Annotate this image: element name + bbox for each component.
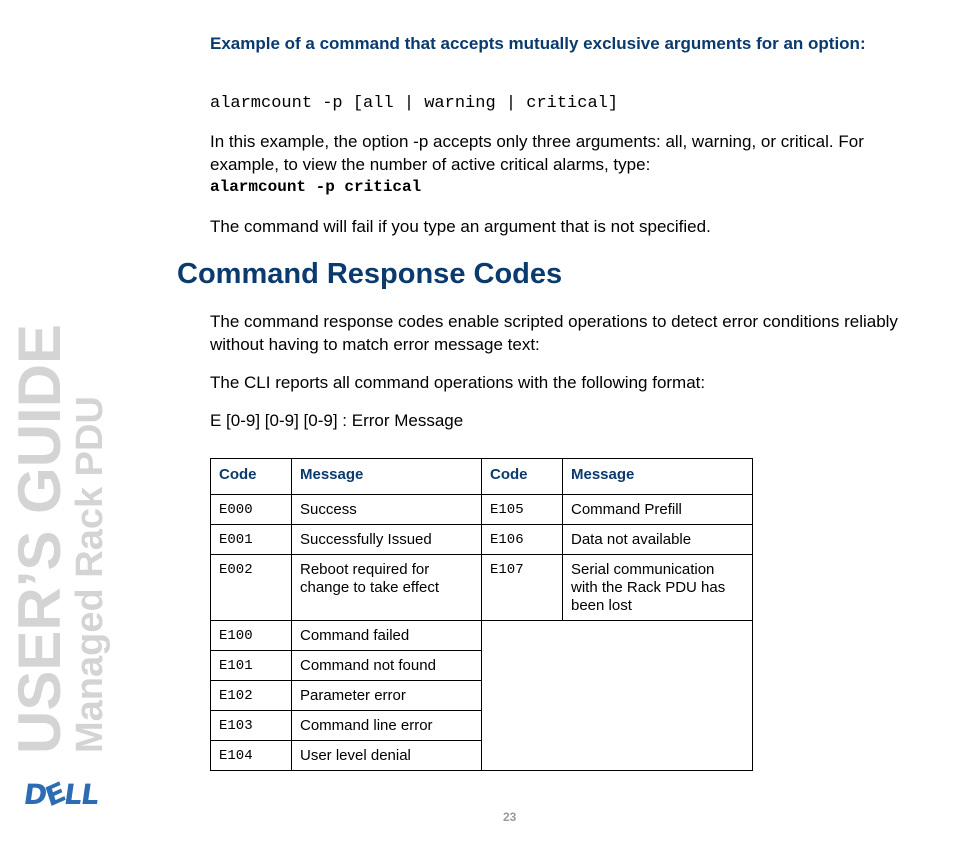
message-cell: Parameter error <box>292 681 482 711</box>
table-row <box>211 495 753 525</box>
header-code-2: Code <box>482 459 563 495</box>
dell-logo <box>21 775 101 814</box>
product-subtitle: Managed Rack PDU <box>69 396 111 753</box>
page-number: 23 <box>503 810 517 824</box>
table-row <box>211 621 753 651</box>
header-message-2: Message <box>563 459 753 495</box>
empty-cell <box>482 621 753 771</box>
explanation-text: In this example, the option -p accepts only three arguments: all, warning, or critical. For example, to view the number of active critical alarms, type: <box>210 132 864 174</box>
message-cell: Serial communication with the Rack PDU has been lost <box>563 555 753 621</box>
table-row <box>211 525 753 555</box>
code-cell: E107 <box>482 555 563 621</box>
table-row <box>211 555 753 621</box>
code-cell: E101 <box>211 651 292 681</box>
code-cell: E100 <box>211 621 292 651</box>
logo-letter-e: E <box>41 775 69 814</box>
users-guide-title: USER’S GUIDE <box>6 323 73 754</box>
code-cell: E103 <box>211 711 292 741</box>
message-cell: Data not available <box>563 525 753 555</box>
command-example: alarmcount -p critical <box>210 178 422 196</box>
code-cell: E102 <box>211 681 292 711</box>
message-cell: Successfully Issued <box>292 525 482 555</box>
code-cell: E000 <box>211 495 292 525</box>
message-cell: Reboot required for change to take effect <box>292 555 482 621</box>
message-cell: User level denial <box>292 741 482 771</box>
table-header-row <box>211 459 753 495</box>
code-cell: E002 <box>211 555 292 621</box>
format-string: E [0-9] [0-9] [0-9] : Error Message <box>210 411 464 430</box>
code-cell: E105 <box>482 495 563 525</box>
header-message-1: Message <box>292 459 482 495</box>
syntax-example: alarmcount -p [all | warning | critical] <box>210 94 619 113</box>
code-cell: E104 <box>211 741 292 771</box>
logo-letters-ll: LL <box>62 778 101 811</box>
message-cell: Command not found <box>292 651 482 681</box>
response-codes-table <box>210 458 753 771</box>
code-cell: E001 <box>211 525 292 555</box>
message-cell: Command failed <box>292 621 482 651</box>
message-cell: Command Prefill <box>563 495 753 525</box>
message-cell: Success <box>292 495 482 525</box>
message-cell: Command line error <box>292 711 482 741</box>
logo-letter-d: D <box>21 778 49 811</box>
codes-intro: The command response codes enable scripted operations to detect error conditions reliably without having to match error message text: <box>210 312 898 354</box>
section-heading: Command Response Codes <box>177 258 563 290</box>
code-cell: E106 <box>482 525 563 555</box>
sidebar-title-block <box>6 323 111 754</box>
failure-note: The command will fail if you type an argument that is not specified. <box>210 217 711 236</box>
header-code-1: Code <box>211 459 292 495</box>
format-intro: The CLI reports all command operations with the following format: <box>210 373 706 392</box>
example-heading: Example of a command that accepts mutually exclusive arguments for an option: <box>210 34 866 53</box>
example-explanation <box>210 130 905 199</box>
